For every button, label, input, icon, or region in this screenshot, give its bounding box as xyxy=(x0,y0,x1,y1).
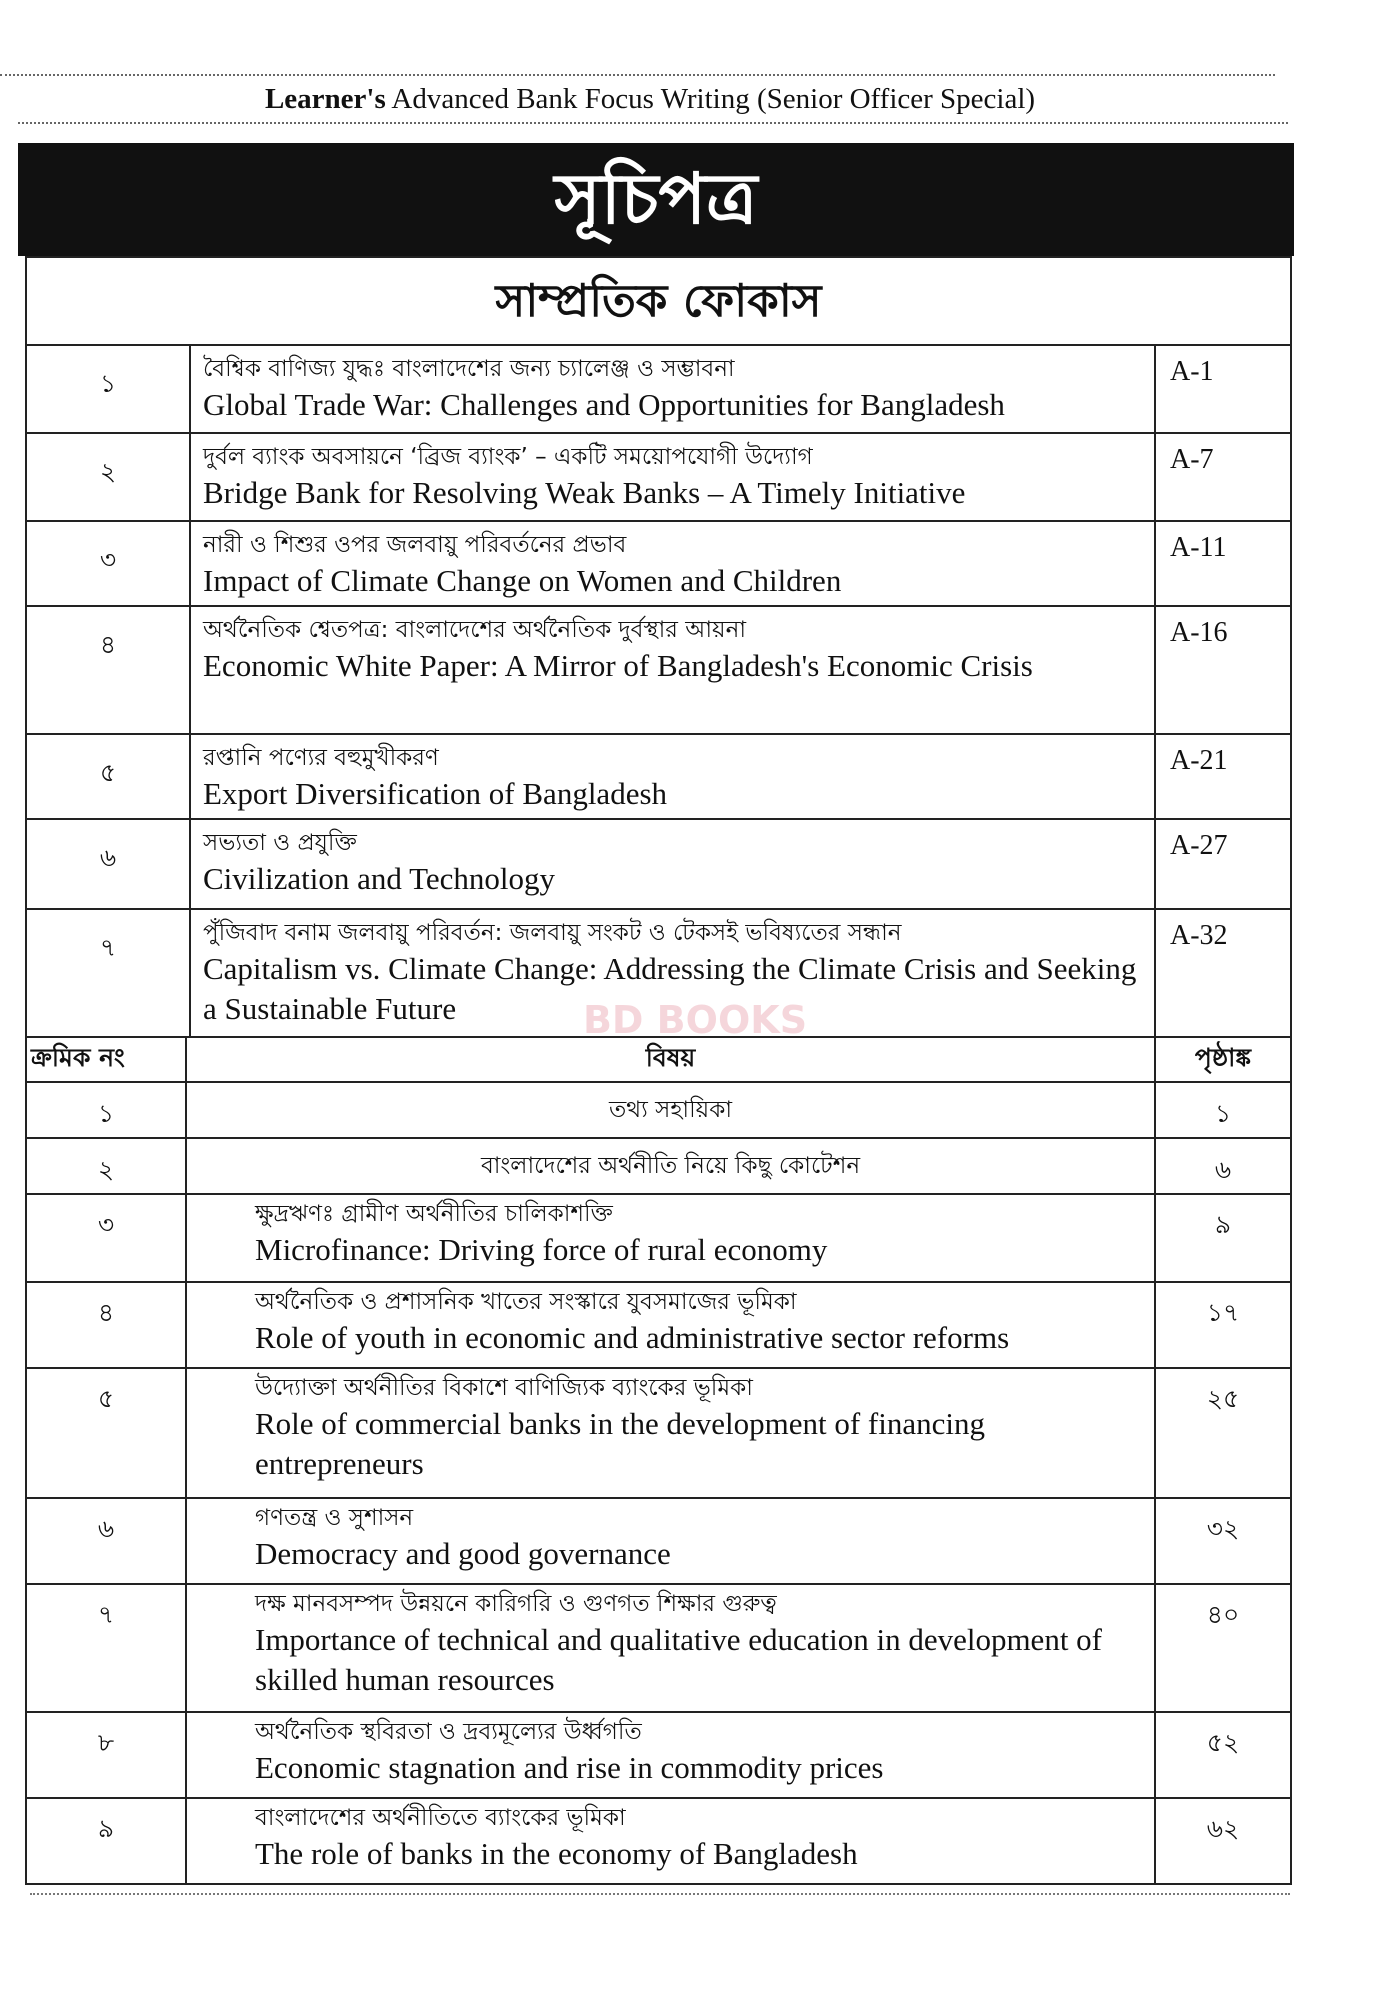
focus-table xyxy=(25,256,1292,1038)
table-row xyxy=(26,606,1291,734)
list-item-page: ১৭ xyxy=(1155,1282,1291,1368)
table-row xyxy=(26,1282,1291,1368)
focus-item-title xyxy=(190,819,1155,909)
list-item-page: ৫২ xyxy=(1155,1712,1291,1798)
focus-item-title-bn: বৈশ্বিক বাণিজ্য যুদ্ধঃ বাংলাদেশের জন্য চ্যালেঞ্জ ও সম্ভাবনা xyxy=(203,356,735,382)
list-item-number: ৪ xyxy=(26,1282,186,1368)
focus-item-number: ৫ xyxy=(26,734,190,819)
list-item-title xyxy=(186,1798,1155,1884)
list-item-page: ২৫ xyxy=(1155,1368,1291,1498)
table-row xyxy=(26,1138,1291,1194)
focus-item-number: ৭ xyxy=(26,909,190,1037)
focus-item-title-bn: অর্থনৈতিক শ্বেতপত্র: বাংলাদেশের অর্থনৈতিক দুর্বস্থার আয়না xyxy=(203,617,747,643)
focus-item-title-bn: দুর্বল ব্যাংক অবসায়নে ‘ব্রিজ ব্যাংক’ – একটি সময়োপযোগী উদ্যোগ xyxy=(203,444,813,470)
list-item-number: ৮ xyxy=(26,1712,186,1798)
list-item-number: ১ xyxy=(26,1082,186,1138)
watermark-logo: BD BOOKS xyxy=(582,998,808,1042)
table-row xyxy=(26,734,1291,819)
header-dotted-rule xyxy=(18,122,1288,124)
table-row xyxy=(26,909,1291,1037)
focus-item-title xyxy=(190,734,1155,819)
table-row xyxy=(26,433,1291,521)
list-item-title xyxy=(186,1194,1155,1282)
focus-item-title xyxy=(190,521,1155,606)
list-item-title-bn: অর্থনৈতিক স্থবিরতা ও দ্রব্যমূল্যের উর্ধ্বগতি xyxy=(255,1719,642,1745)
focus-item-page: A-21 xyxy=(1155,734,1291,819)
table-row xyxy=(26,1798,1291,1884)
table-row xyxy=(26,819,1291,909)
focus-item-title-en: Bridge Bank for Resolving Weak Banks – A Timely Initiative xyxy=(203,475,966,510)
focus-item-number: ৩ xyxy=(26,521,190,606)
table-row xyxy=(26,1712,1291,1798)
list-item-number: ২ xyxy=(26,1138,186,1194)
list-item-title-en: Role of commercial banks in the development of financing entrepreneurs xyxy=(255,1406,985,1481)
list-item-title xyxy=(186,1498,1155,1584)
page-title: সূচিপত্র xyxy=(18,143,1294,256)
list-item-title-bn: গণতন্ত্র ও সুশাসন xyxy=(255,1505,414,1531)
list-item-page: ৬২ xyxy=(1155,1798,1291,1884)
focus-item-page: A-7 xyxy=(1155,433,1291,521)
focus-item-number: ২ xyxy=(26,433,190,521)
focus-item-title-en: Capitalism vs. Climate Change: Addressing the Climate Crisis and Seeking a Sustainable Future xyxy=(203,951,1137,1026)
focus-item-title-en: Civilization and Technology xyxy=(203,861,555,896)
focus-item-title xyxy=(190,433,1155,521)
focus-item-page: A-27 xyxy=(1155,819,1291,909)
list-item-title-en: The role of banks in the economy of Bangladesh xyxy=(255,1836,858,1871)
col-serial-header: ক্রমিক নং xyxy=(26,1037,186,1082)
focus-item-page: A-32 xyxy=(1155,909,1291,1037)
table-row xyxy=(26,345,1291,433)
table-row xyxy=(26,1082,1291,1138)
list-item-number: ৯ xyxy=(26,1798,186,1884)
table-row xyxy=(26,1194,1291,1282)
list-item-page: ৪০ xyxy=(1155,1584,1291,1712)
focus-item-title-en: Economic White Paper: A Mirror of Bangladesh's Economic Crisis xyxy=(203,648,1033,683)
list-item-title-en: Economic stagnation and rise in commodity prices xyxy=(255,1750,884,1785)
list-item-number: ৭ xyxy=(26,1584,186,1712)
list-item-page: ১ xyxy=(1155,1082,1291,1138)
focus-item-page: A-11 xyxy=(1155,521,1291,606)
list-item-title-bn: দক্ষ মানবসম্পদ উন্নয়নে কারিগরি ও গুণগত শিক্ষার গুরুত্ব xyxy=(255,1591,777,1617)
table-row xyxy=(26,1584,1291,1712)
list-item-title-bn: অর্থনৈতিক ও প্রশাসনিক খাতের সংস্কারে যুবসমাজের ভূমিকা xyxy=(255,1289,797,1315)
list-header-row xyxy=(26,1037,1291,1082)
focus-item-title-bn: পুঁজিবাদ বনাম জলবায়ু পরিবর্তন: জলবায়ু সংকট ও টেকসই ভবিষ্যতের সন্ধান xyxy=(203,920,902,946)
list-item-number: ৫ xyxy=(26,1368,186,1498)
focus-item-number: ৬ xyxy=(26,819,190,909)
focus-item-title-bn: সভ্যতা ও প্রযুক্তি xyxy=(203,830,357,856)
list-item-page: ৬ xyxy=(1155,1138,1291,1194)
focus-item-title-en: Impact of Climate Change on Women and Children xyxy=(203,563,842,598)
running-header xyxy=(0,80,1300,118)
focus-item-page: A-16 xyxy=(1155,606,1291,734)
list-item-title-bn: তথ্য সহায়িকা xyxy=(186,1082,1155,1138)
table-row xyxy=(26,1368,1291,1498)
focus-item-title xyxy=(190,345,1155,433)
col-subject-header: বিষয় xyxy=(186,1037,1155,1082)
focus-item-title-bn: রপ্তানি পণ্যের বহুমুখীকরণ xyxy=(203,745,439,771)
table-row xyxy=(26,1498,1291,1584)
focus-item-page: A-1 xyxy=(1155,345,1291,433)
list-item-title-bn: বাংলাদেশের অর্থনীতিতে ব্যাংকের ভূমিকা xyxy=(255,1805,626,1831)
focus-item-title-en: Global Trade War: Challenges and Opportunities for Bangladesh xyxy=(203,387,1005,422)
list-item-title-bn: ক্ষুদ্রঋণঃ গ্রামীণ অর্থনীতির চালিকাশক্তি xyxy=(255,1201,613,1227)
list-item-title xyxy=(186,1712,1155,1798)
list-item-title-en: Microfinance: Driving force of rural economy xyxy=(255,1232,828,1267)
list-item-title-bn: বাংলাদেশের অর্থনীতি নিয়ে কিছু কোটেশন xyxy=(186,1138,1155,1194)
focus-item-number: ৪ xyxy=(26,606,190,734)
list-item-title-bn: উদ্যোক্তা অর্থনীতির বিকাশে বাণিজ্যিক ব্যাংকের ভূমিকা xyxy=(255,1375,753,1401)
list-item-title-en: Democracy and good governance xyxy=(255,1536,671,1571)
list-item-title-en: Role of youth in economic and administrative sector reforms xyxy=(255,1320,1010,1355)
list-item-title-en: Importance of technical and qualitative education in development of skilled human resources xyxy=(255,1622,1103,1697)
table-row xyxy=(26,521,1291,606)
header-subtitle: Advanced Bank Focus Writing (Senior Officer Special) xyxy=(391,83,1036,115)
list-item-page: ৯ xyxy=(1155,1194,1291,1282)
focus-item-title xyxy=(190,909,1155,1037)
header-brand: Learner's xyxy=(264,83,386,115)
focus-item-title-en: Export Diversification of Bangladesh xyxy=(203,776,668,811)
list-table xyxy=(25,1036,1292,1885)
focus-item-number: ১ xyxy=(26,345,190,433)
top-dotted-rule xyxy=(0,74,1275,76)
col-page-header: পৃষ্ঠাঙ্ক xyxy=(1155,1037,1291,1082)
list-item-title xyxy=(186,1282,1155,1368)
focus-item-title xyxy=(190,606,1155,734)
list-item-title xyxy=(186,1368,1155,1498)
list-item-page: ৩২ xyxy=(1155,1498,1291,1584)
list-item-number: ৬ xyxy=(26,1498,186,1584)
contents-table-wrap xyxy=(25,256,1290,1885)
list-item-title xyxy=(186,1584,1155,1712)
list-item-number: ৩ xyxy=(26,1194,186,1282)
focus-item-title-bn: নারী ও শিশুর ওপর জলবায়ু পরিবর্তনের প্রভাব xyxy=(203,532,627,558)
bottom-dotted-rule xyxy=(30,1893,1290,1895)
focus-heading: সাম্প্রতিক ফোকাস xyxy=(26,257,1291,345)
